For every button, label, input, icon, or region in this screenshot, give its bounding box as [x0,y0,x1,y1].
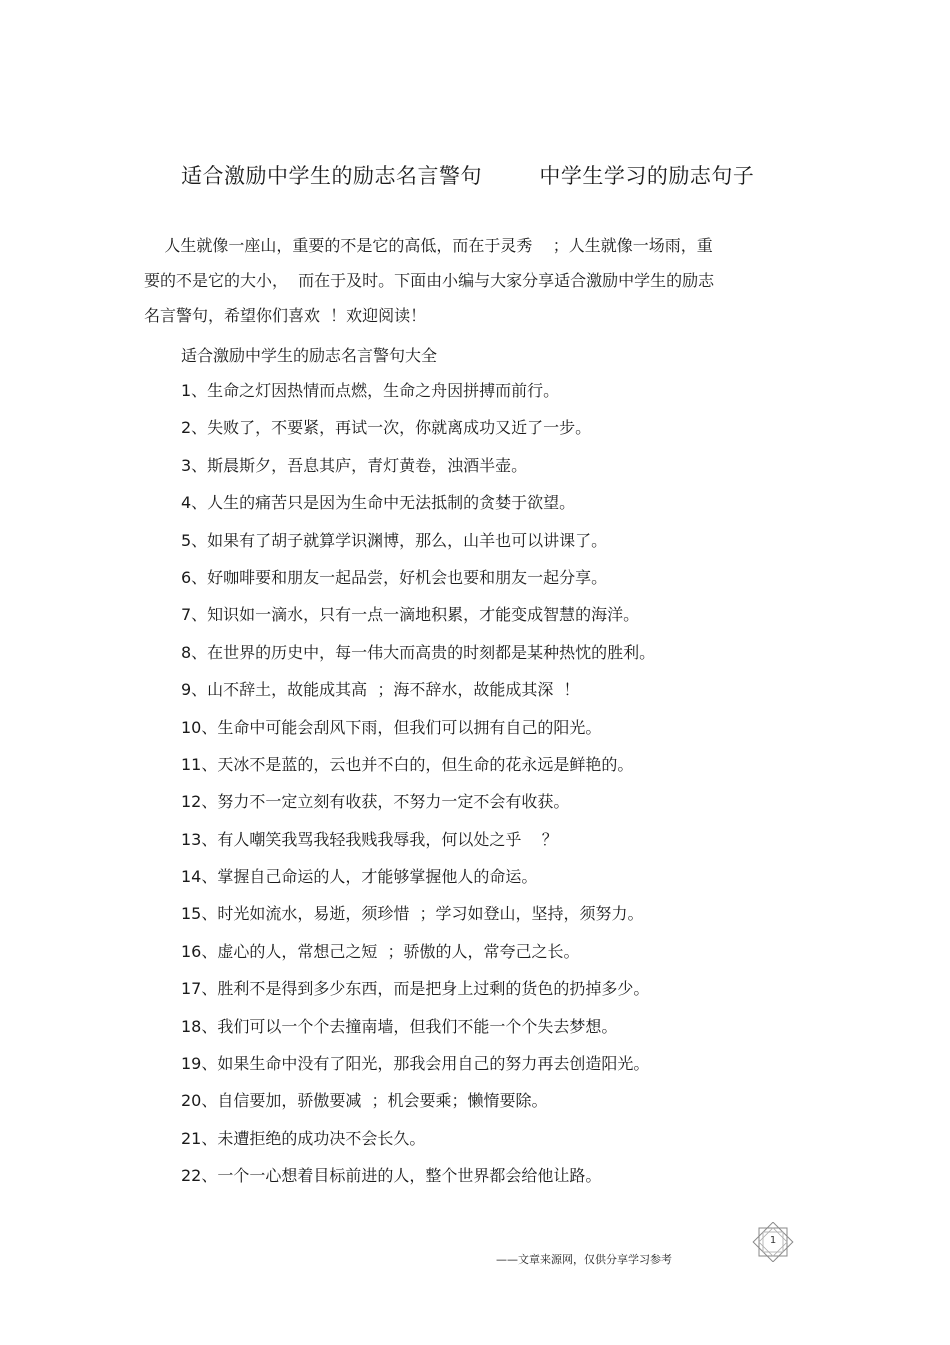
quote-item: 9、山不辞土，故能成其高 ；海不辞水，故能成其深 ！ [181,680,580,700]
intro-line: 要的不是它的大小， 而在于及时。下面由小编与大家分享适合激励中学生的励志 [144,271,715,290]
quote-item: 15、时光如流水，易逝，须珍惜 ；学习如登山，坚持，须努力。 [181,904,644,924]
footer-note: ——文章来源网，仅供分享学习参考 [496,1253,672,1266]
quote-item: 12、努力不一定立刻有收获，不努力一定不会有收获。 [181,792,570,812]
section-heading: 适合激励中学生的励志名言警句大全 [181,346,438,365]
quote-item: 13、有人嘲笑我骂我轻我贱我辱我，何以处之乎 ？ [181,829,558,849]
quote-item: 11、天冰不是蓝的，云也并不白的，但生命的花永远是鲜艳的。 [181,754,634,774]
quote-item: 14、掌握自己命运的人，才能够掌握他人的命运。 [181,867,538,887]
intro-line: 人生就像一座山，重要的不是它的高低，而在于灵秀 ；人生就像一场雨，重 [144,236,713,255]
quote-item: 16、虚心的人，常想己之短 ；骄傲的人，常夸己之长。 [181,941,580,961]
quote-item: 10、生命中可能会刮风下雨，但我们可以拥有自己的阳光。 [181,717,602,737]
quote-item: 17、胜利不是得到多少东西，而是把身上过剩的货色的扔掉多少。 [181,979,650,999]
document-title: 适合激励中学生的励志名言警句 中学生学习的励志句子 [181,164,755,188]
quote-item: 1、生命之灯因热情而点燃，生命之舟因拼搏而前行。 [181,381,560,400]
quote-item: 2、失败了，不要紧，再试一次，你就离成功又近了一步。 [181,418,592,438]
quote-item: 22、一个一心想着目标前进的人，整个世界都会给他让路。 [181,1166,602,1186]
page-number-badge [751,1222,795,1262]
quote-item: 7、知识如一滴水，只有一点一滴地积累，才能变成智慧的海洋。 [181,605,640,625]
intro-paragraph [144,228,814,333]
intro-line: 名言警句，希望你们喜欢 ！欢迎阅读！ [144,306,427,325]
page-number: 1 [769,1235,777,1246]
quote-item: 21、未遭拒绝的成功决不会长久。 [181,1128,426,1148]
quote-item: 4、人生的痛苦只是因为生命中无法抵制的贪婪于欲望。 [181,493,576,513]
quote-item: 3、斯晨斯夕，吾息其庐，青灯黄卷，浊酒半壶。 [181,455,528,475]
quote-item: 20、自信要加，骄傲要减 ；机会要乘；懒惰要除。 [181,1091,548,1111]
quote-item: 5、如果有了胡子就算学识渊博，那么，山羊也可以讲课了。 [181,530,608,550]
quote-item: 6、好咖啡要和朋友一起品尝，好机会也要和朋友一起分享。 [181,567,608,587]
quote-item: 8、在世界的历史中，每一伟大而高贵的时刻都是某种热忱的胜利。 [181,642,656,662]
quote-item: 19、如果生命中没有了阳光，那我会用自己的努力再去创造阳光。 [181,1054,650,1074]
quote-list [181,380,655,1203]
quote-item: 18、我们可以一个个去撞南墙，但我们不能一个个失去梦想。 [181,1016,618,1036]
